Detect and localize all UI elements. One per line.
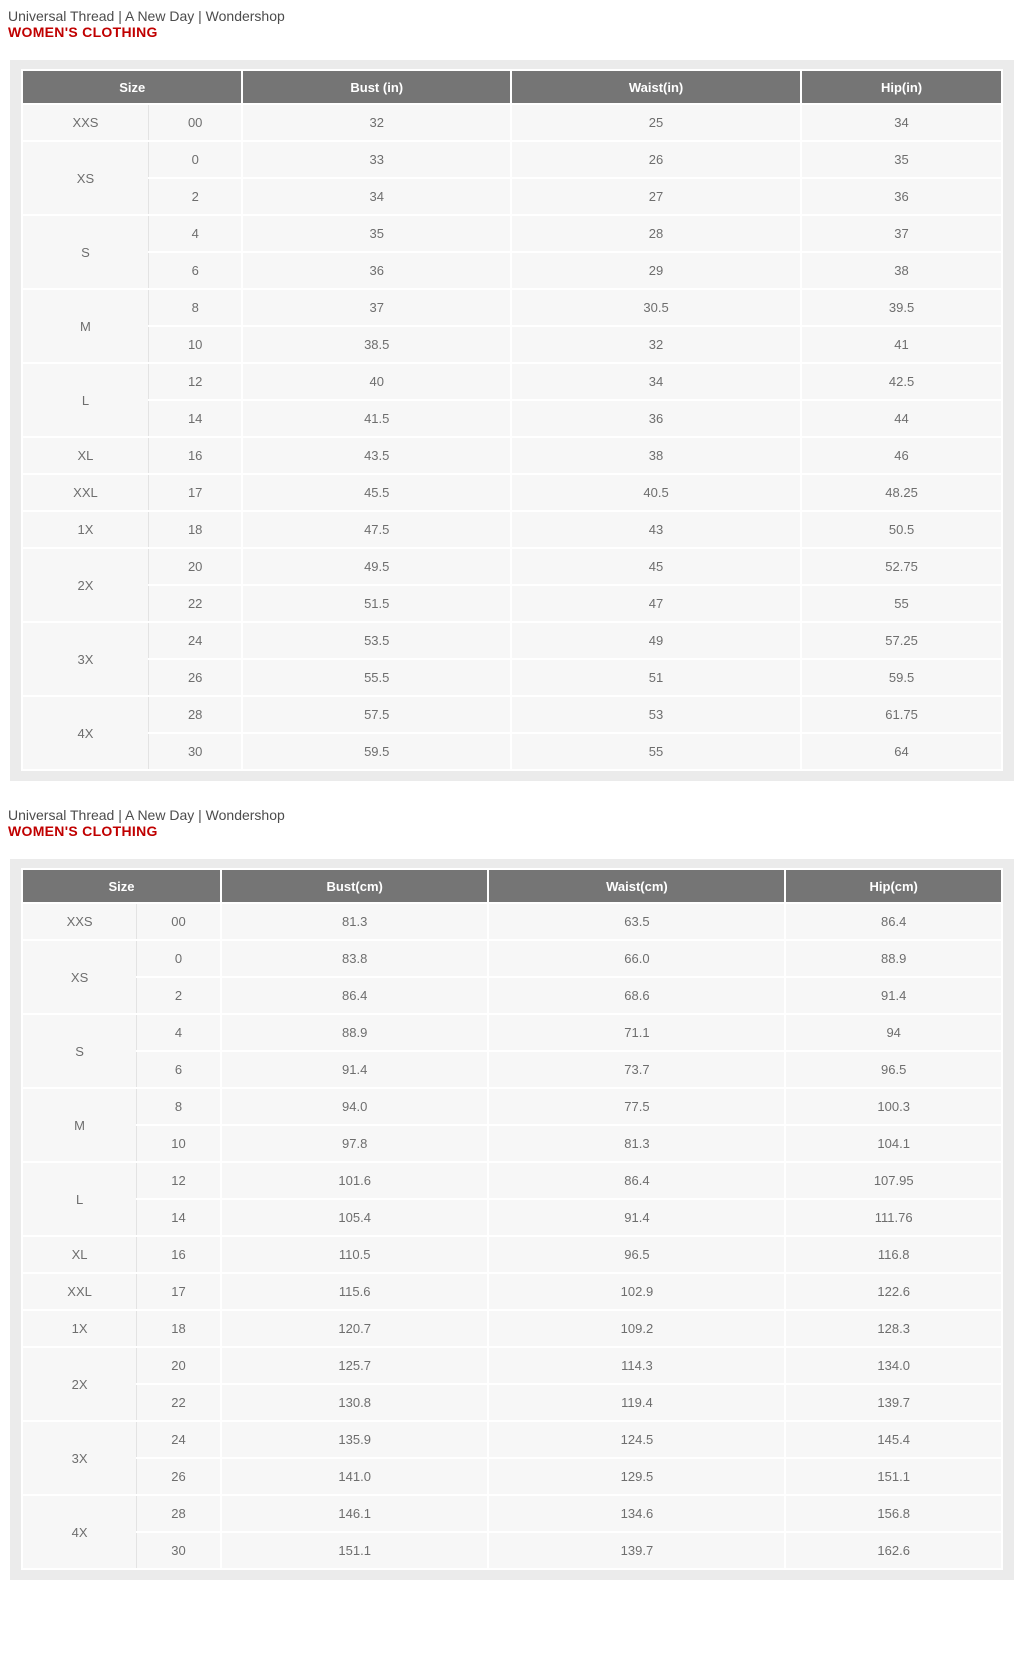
waist-cell: 36 [511,400,801,437]
table-row [22,622,1002,659]
size-letter-cell: XL [22,1236,137,1273]
table-row [22,1347,1002,1384]
waist-cell: 129.5 [488,1458,785,1495]
size-number-cell: 30 [148,733,242,770]
hip-cell: 44 [801,400,1002,437]
bust-cell: 53.5 [242,622,511,659]
hip-cell: 162.6 [785,1532,1002,1569]
bust-cell: 83.8 [221,940,489,977]
bust-cell: 125.7 [221,1347,489,1384]
size-number-cell: 18 [137,1310,221,1347]
hip-cell: 94 [785,1014,1002,1051]
size-number-cell: 26 [148,659,242,696]
column-header: Bust(cm) [221,869,489,903]
table-row [22,104,1002,141]
waist-cell: 119.4 [488,1384,785,1421]
size-letter-cell: 1X [22,1310,137,1347]
table-row [22,903,1002,940]
size-number-cell: 0 [148,141,242,178]
bust-cell: 86.4 [221,977,489,1014]
size-letter-cell: 2X [22,548,148,622]
waist-cell: 40.5 [511,474,801,511]
hip-cell: 91.4 [785,977,1002,1014]
bust-cell: 35 [242,215,511,252]
bust-cell: 49.5 [242,548,511,585]
hip-cell: 151.1 [785,1458,1002,1495]
hip-cell: 57.25 [801,622,1002,659]
size-number-cell: 8 [137,1088,221,1125]
size-number-cell: 26 [137,1458,221,1495]
bust-cell: 120.7 [221,1310,489,1347]
bust-cell: 135.9 [221,1421,489,1458]
hip-cell: 88.9 [785,940,1002,977]
column-header: Waist(in) [511,70,801,104]
bust-cell: 33 [242,141,511,178]
waist-cell: 77.5 [488,1088,785,1125]
waist-cell: 55 [511,733,801,770]
bust-cell: 37 [242,289,511,326]
table-row [22,1273,1002,1310]
size-letter-cell: 2X [22,1347,137,1421]
category-heading: WOMEN'S CLOTHING [8,24,158,40]
table-row [22,977,1002,1014]
table-row [22,1162,1002,1199]
hip-cell: 46 [801,437,1002,474]
size-letter-cell: 4X [22,1495,137,1569]
bust-cell: 94.0 [221,1088,489,1125]
size-number-cell: 24 [148,622,242,659]
table-row [22,940,1002,977]
bust-cell: 88.9 [221,1014,489,1051]
hip-cell: 139.7 [785,1384,1002,1421]
size-number-cell: 2 [137,977,221,1014]
hip-cell: 37 [801,215,1002,252]
table-row [22,437,1002,474]
size-letter-cell: L [22,363,148,437]
size-letter-cell: M [22,289,148,363]
table-row [22,289,1002,326]
hip-cell: 38 [801,252,1002,289]
bust-cell: 51.5 [242,585,511,622]
size-number-cell: 6 [148,252,242,289]
size-letter-cell: 4X [22,696,148,770]
waist-cell: 34 [511,363,801,400]
table-row [22,1088,1002,1125]
hip-cell: 116.8 [785,1236,1002,1273]
column-header: Waist(cm) [488,869,785,903]
bust-cell: 38.5 [242,326,511,363]
waist-cell: 71.1 [488,1014,785,1051]
hip-cell: 35 [801,141,1002,178]
waist-cell: 26 [511,141,801,178]
brand-line: Universal Thread | A New Day | Wondershop [8,807,285,823]
hip-cell: 104.1 [785,1125,1002,1162]
waist-cell: 45 [511,548,801,585]
hip-cell: 36 [801,178,1002,215]
size-letter-cell: 1X [22,511,148,548]
size-number-cell: 28 [137,1495,221,1532]
bust-cell: 32 [242,104,511,141]
bust-cell: 41.5 [242,400,511,437]
table-row [22,1236,1002,1273]
hip-cell: 107.95 [785,1162,1002,1199]
bust-cell: 40 [242,363,511,400]
waist-cell: 27 [511,178,801,215]
table-row [22,1051,1002,1088]
hip-cell: 134.0 [785,1347,1002,1384]
table-row [22,252,1002,289]
size-chart-section-centimeters [0,781,1024,1580]
size-chart-table-centimeters [21,868,1003,1570]
bust-cell: 105.4 [221,1199,489,1236]
table-row [22,1125,1002,1162]
size-number-cell: 10 [137,1125,221,1162]
table-row [22,1384,1002,1421]
bust-cell: 45.5 [242,474,511,511]
size-number-cell: 00 [148,104,242,141]
size-number-cell: 6 [137,1051,221,1088]
table-row [22,659,1002,696]
table-row [22,1458,1002,1495]
size-letter-cell: XXL [22,1273,137,1310]
bust-cell: 43.5 [242,437,511,474]
hip-cell: 128.3 [785,1310,1002,1347]
size-number-cell: 22 [137,1384,221,1421]
waist-cell: 47 [511,585,801,622]
size-number-cell: 17 [148,474,242,511]
size-number-cell: 16 [137,1236,221,1273]
bust-cell: 55.5 [242,659,511,696]
bust-cell: 91.4 [221,1051,489,1088]
table-row [22,400,1002,437]
hip-cell: 100.3 [785,1088,1002,1125]
hip-cell: 156.8 [785,1495,1002,1532]
table-row [22,474,1002,511]
size-number-cell: 30 [137,1532,221,1569]
category-heading: WOMEN'S CLOTHING [8,823,158,839]
bust-cell: 36 [242,252,511,289]
waist-cell: 134.6 [488,1495,785,1532]
hip-cell: 42.5 [801,363,1002,400]
table-row [22,141,1002,178]
bust-cell: 59.5 [242,733,511,770]
waist-cell: 73.7 [488,1051,785,1088]
column-header: Hip(cm) [785,869,1002,903]
hip-cell: 145.4 [785,1421,1002,1458]
size-number-cell: 00 [137,903,221,940]
waist-cell: 29 [511,252,801,289]
size-letter-cell: 3X [22,1421,137,1495]
waist-cell: 139.7 [488,1532,785,1569]
waist-cell: 49 [511,622,801,659]
waist-cell: 32 [511,326,801,363]
table-row [22,1495,1002,1532]
hip-cell: 86.4 [785,903,1002,940]
table-row [22,1532,1002,1569]
size-number-cell: 14 [148,400,242,437]
bust-cell: 101.6 [221,1162,489,1199]
table-row [22,548,1002,585]
bust-cell: 110.5 [221,1236,489,1273]
hip-cell: 52.75 [801,548,1002,585]
table-row [22,363,1002,400]
table-row [22,511,1002,548]
column-header: Bust (in) [242,70,511,104]
size-number-cell: 20 [148,548,242,585]
size-number-cell: 4 [148,215,242,252]
size-number-cell: 8 [148,289,242,326]
table-row [22,1014,1002,1051]
waist-cell: 109.2 [488,1310,785,1347]
table-row [22,733,1002,770]
hip-cell: 55 [801,585,1002,622]
bust-cell: 97.8 [221,1125,489,1162]
size-number-cell: 28 [148,696,242,733]
waist-cell: 68.6 [488,977,785,1014]
header-row [22,70,1002,104]
size-number-cell: 12 [137,1162,221,1199]
size-number-cell: 4 [137,1014,221,1051]
table-row [22,696,1002,733]
waist-cell: 51 [511,659,801,696]
waist-cell: 63.5 [488,903,785,940]
size-letter-cell: L [22,1162,137,1236]
size-number-cell: 10 [148,326,242,363]
size-chart-table-inches [21,69,1003,771]
bust-cell: 57.5 [242,696,511,733]
table-row [22,326,1002,363]
waist-cell: 96.5 [488,1236,785,1273]
bust-cell: 130.8 [221,1384,489,1421]
size-letter-cell: M [22,1088,137,1162]
hip-cell: 48.25 [801,474,1002,511]
size-number-cell: 16 [148,437,242,474]
size-number-cell: 12 [148,363,242,400]
table-row [22,1310,1002,1347]
size-letter-cell: 3X [22,622,148,696]
bust-cell: 34 [242,178,511,215]
table-row [22,1199,1002,1236]
waist-cell: 91.4 [488,1199,785,1236]
size-chart-section-inches [0,0,1024,781]
column-header: Size [22,70,242,104]
size-number-cell: 22 [148,585,242,622]
size-number-cell: 14 [137,1199,221,1236]
waist-cell: 81.3 [488,1125,785,1162]
size-letter-cell: XS [22,940,137,1014]
size-letter-cell: S [22,215,148,289]
hip-cell: 96.5 [785,1051,1002,1088]
bust-cell: 146.1 [221,1495,489,1532]
hip-cell: 64 [801,733,1002,770]
hip-cell: 111.76 [785,1199,1002,1236]
size-chart-panel-inches [10,60,1014,781]
bust-cell: 141.0 [221,1458,489,1495]
size-number-cell: 24 [137,1421,221,1458]
size-number-cell: 2 [148,178,242,215]
size-chart-panel-centimeters [10,859,1014,1580]
column-header: Hip(in) [801,70,1002,104]
waist-cell: 43 [511,511,801,548]
size-letter-cell: XXS [22,903,137,940]
size-number-cell: 17 [137,1273,221,1310]
waist-cell: 30.5 [511,289,801,326]
size-number-cell: 18 [148,511,242,548]
size-number-cell: 0 [137,940,221,977]
bust-cell: 47.5 [242,511,511,548]
waist-cell: 102.9 [488,1273,785,1310]
table-row [22,1421,1002,1458]
hip-cell: 41 [801,326,1002,363]
brand-line: Universal Thread | A New Day | Wondershop [8,8,285,24]
table-row [22,215,1002,252]
waist-cell: 86.4 [488,1162,785,1199]
hip-cell: 122.6 [785,1273,1002,1310]
hip-cell: 59.5 [801,659,1002,696]
waist-cell: 28 [511,215,801,252]
size-letter-cell: XS [22,141,148,215]
bust-cell: 151.1 [221,1532,489,1569]
size-number-cell: 20 [137,1347,221,1384]
waist-cell: 53 [511,696,801,733]
waist-cell: 66.0 [488,940,785,977]
header-row [22,869,1002,903]
table-row [22,585,1002,622]
table-row [22,178,1002,215]
size-letter-cell: XXS [22,104,148,141]
hip-cell: 39.5 [801,289,1002,326]
column-header: Size [22,869,221,903]
waist-cell: 124.5 [488,1421,785,1458]
size-letter-cell: XXL [22,474,148,511]
bust-cell: 115.6 [221,1273,489,1310]
hip-cell: 61.75 [801,696,1002,733]
hip-cell: 34 [801,104,1002,141]
bust-cell: 81.3 [221,903,489,940]
waist-cell: 38 [511,437,801,474]
waist-cell: 114.3 [488,1347,785,1384]
hip-cell: 50.5 [801,511,1002,548]
size-letter-cell: XL [22,437,148,474]
waist-cell: 25 [511,104,801,141]
size-letter-cell: S [22,1014,137,1088]
